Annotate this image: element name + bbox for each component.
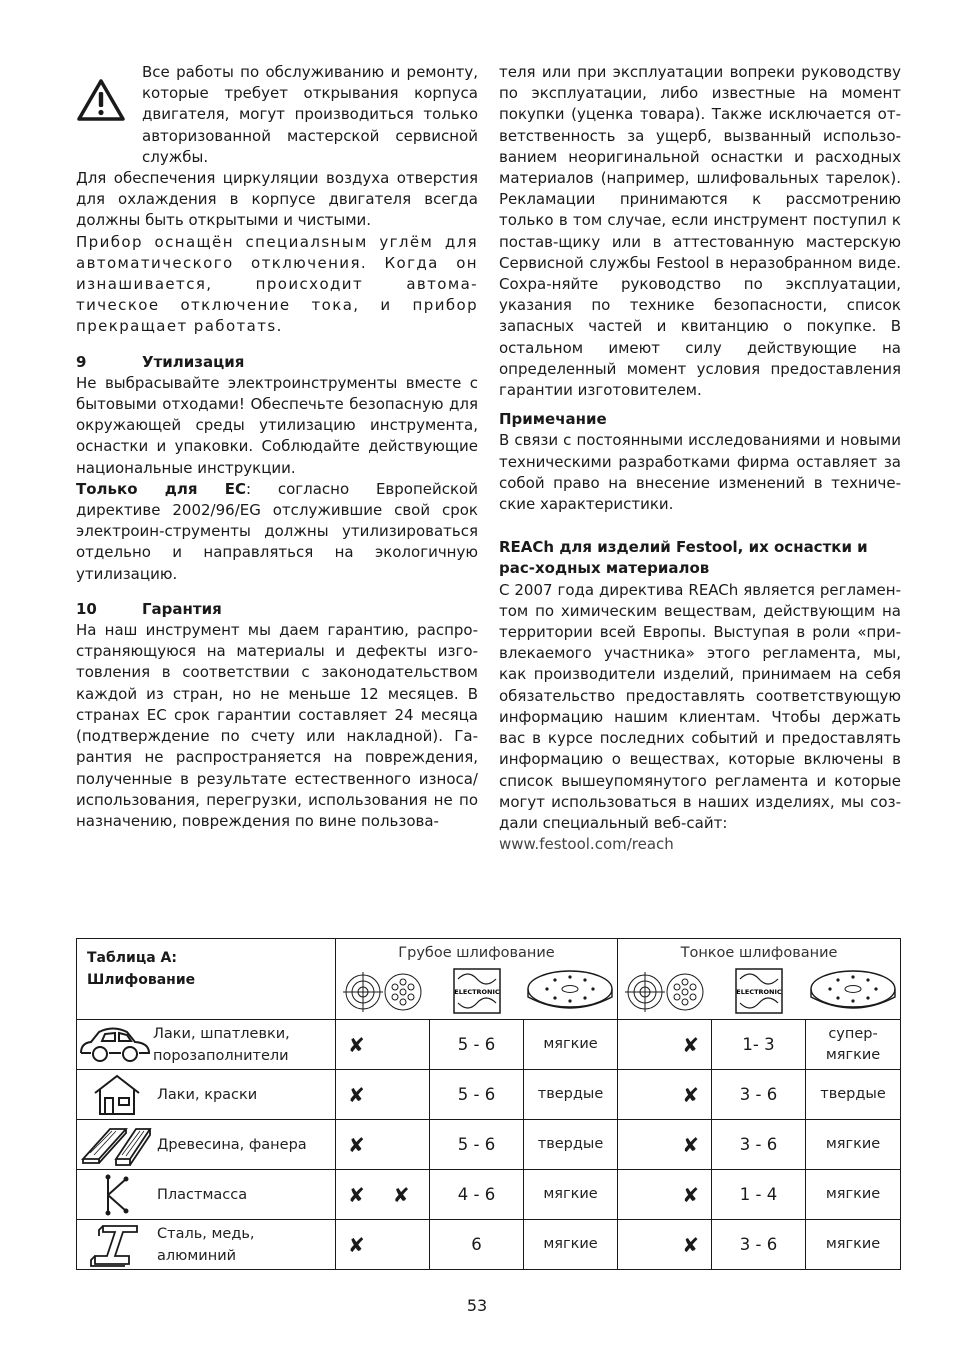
electronic-label-coarse: ELECTRONIC (453, 988, 500, 996)
material-cell (77, 1220, 336, 1270)
material-label: Лаки, краски (157, 1086, 258, 1103)
check-mark: ✘ (682, 1182, 700, 1207)
reach-text: С 2007 года директива REACh является регламен-том по химическим веществам, действующим на территории всей Европы. Выступая в роли «при-влекаемого участника» этого регламента, мы, как производители изделий, принимаем на себя обязательство предоставлять соответствующую информацию нашим клиентам. Чтобы держать вас в курсе последних событий и предоставлять информацию о веществах, которые включены в список вышеупомянутого регламента и которые могут использоваться в наших изделиях, мы соз-дали специальный веб-сайт: (499, 580, 901, 832)
air-circulation-text: Для обеспечения циркуляции воздуха отверстия для охлаждения в корпусе двигателя всегда должны быть открытыми и чистыми. (76, 169, 478, 230)
fine-sanding-label: Тонкое шлифование (680, 945, 838, 961)
coarse-pad-cell: мягкие (524, 1020, 618, 1070)
right-column (499, 62, 901, 855)
coarse-pad-cell: твердые (524, 1120, 618, 1170)
table-caption (77, 939, 336, 1020)
section-9-title: Утилизация (142, 352, 245, 371)
coarse-grade-cell: 5 - 6 (430, 1020, 524, 1070)
coarse-grade-cell: 4 - 6 (430, 1170, 524, 1220)
fine-grade-cell: 1- 3 (712, 1020, 806, 1070)
material-label: Лаки, шпатлевки, порозаполнители (153, 1025, 290, 1064)
section-10-title: Гарантия (142, 599, 222, 618)
material-label: Древесина, фанера (157, 1136, 307, 1153)
check-mark: ✘ (682, 1232, 700, 1257)
fine-marks-cell (618, 1170, 712, 1220)
fine-marks-cell (618, 1220, 712, 1270)
electronic-speed-icon-coarse (430, 967, 524, 1015)
check-mark: ✘ (348, 1182, 365, 1207)
warning-block (76, 62, 478, 168)
coarse-grade-cell: 5 - 6 (430, 1120, 524, 1170)
coarse-marks-cell (336, 1170, 430, 1220)
material-cell (77, 1170, 336, 1220)
carbon-brush-text: Прибор оснащён специалsным углём для автоматического отключения. Когда он изнашивается, происходит автома-тическое отключение тока, и прибор прекращает работатs. (76, 232, 478, 336)
steel-beam-icon (77, 1222, 157, 1268)
table-caption-line2: Шлифование (87, 972, 196, 988)
fine-pad-cell (806, 1020, 901, 1070)
coarse-marks-cell (336, 1070, 430, 1120)
fine-pad-cell: мягкие (806, 1120, 901, 1170)
page-number: 53 (466, 1296, 488, 1315)
stroke-pattern-icon-coarse (336, 969, 430, 1015)
section-10-number: 10 (76, 599, 97, 618)
electronic-speed-icon-fine (712, 967, 806, 1015)
car-icon (77, 1025, 153, 1065)
warning-text: Все работы по обслуживанию и ремонту, которые требует открывания корпуса двигателя, могут производиться только авторизованной мастерской сервисной службы. (142, 63, 478, 166)
fine-pad-cell: твердые (806, 1070, 901, 1120)
sanding-table (76, 938, 901, 1270)
coarse-marks-cell (336, 1220, 430, 1270)
sanding-pad-icon-coarse (523, 967, 617, 1015)
section-10-heading (76, 599, 478, 620)
table-row (77, 1070, 901, 1120)
coarse-pad-cell: мягкие (524, 1220, 618, 1270)
check-mark: ✘ (682, 1132, 700, 1157)
check-mark: ✘ (348, 1032, 365, 1057)
table-header-row (77, 939, 901, 1020)
fine-pad-cell: мягкие (806, 1220, 901, 1270)
wood-boards-icon (77, 1123, 157, 1167)
plastic-icon (77, 1173, 157, 1217)
material-cell (77, 1070, 336, 1120)
coarse-marks-cell (336, 1120, 430, 1170)
coarse-pad-cell: мягкие (524, 1170, 618, 1220)
warning-icon (76, 78, 126, 122)
table-row (77, 1170, 901, 1220)
sanding-pad-icon-fine (805, 967, 900, 1015)
material-label: Пластмасса (157, 1186, 248, 1203)
section-9-heading (76, 352, 478, 373)
coarse-sanding-label: Грубое шлифование (398, 945, 555, 961)
check-mark: ✘ (682, 1082, 700, 1107)
material-label: Сталь, медь, алюминий (157, 1225, 255, 1264)
coarse-marks-cell (336, 1020, 430, 1070)
table-row (77, 1220, 901, 1270)
fine-sanding-header (618, 939, 901, 1020)
check-mark: ✘ (682, 1032, 700, 1057)
reach-link[interactable]: www.festool.com/reach (499, 835, 674, 854)
fine-pad-cell: мягкие (806, 1170, 901, 1220)
fine-grade-cell: 3 - 6 (712, 1070, 806, 1120)
fine-grade-cell: 3 - 6 (712, 1120, 806, 1170)
note-heading: Примечание (499, 410, 607, 429)
fine-marks-cell (618, 1020, 712, 1070)
house-icon (77, 1073, 157, 1117)
left-column (76, 62, 478, 832)
fine-grade-cell: 3 - 6 (712, 1220, 806, 1270)
check-mark: ✘ (392, 1182, 410, 1207)
stroke-pattern-icon-fine (618, 969, 712, 1015)
table-row (77, 1120, 901, 1170)
table-caption-line1: Таблица А: (87, 950, 177, 966)
disposal-text: Не выбрасывайте электроинструменты вместе с бытовыми отходами! Обеспечьте безопасную для окружающей среды утилизацию инструмента, оснастки и упаковки. Соблюдайте действующие национальные инструкции. (76, 373, 478, 477)
electronic-label-fine: ELECTRONIC (735, 988, 782, 996)
warranty-text: На наш инструмент мы даем гарантию, распро-страняющуюся на материалы и дефекты изго-товления в соответствии с законодательством каждой из стран, но не меньше 12 месяцев. В странах ЕС срок гарантии составляет 24 месяца (подтверждение по счету или накладной). Га-рантия не распространяется на повреждения, полученные в результате естественного износа/ использования, перегрузки, использования не по назначению, повреждения по вине пользова- (76, 621, 478, 830)
fine-pad-value: супер-мягкие (825, 1025, 881, 1063)
coarse-grade-cell: 5 - 6 (430, 1070, 524, 1120)
check-mark: ✘ (348, 1232, 365, 1257)
section-9-number: 9 (76, 352, 87, 371)
coarse-grade-cell: 6 (430, 1220, 524, 1270)
fine-grade-cell: 1 - 4 (712, 1170, 806, 1220)
eu-directive-text: : согласно Европейской директиве 2002/96/EG отслужившие свой срок электроин-струменты должны утилизироваться отдельно и направляться на экологичную утилизацию. (76, 479, 478, 583)
warranty-continuation: теля или при эксплуатации вопреки руководству по эксплуатации, либо известные на момент покупки (уценка товара). Также исключается от-ветственность за ущерб, вызванный использо-ванием неоригинальной оснастки и расходных материалов (например, шлифовальных тарелок). Рекламации принимаются к рассмотрению только в том случае, если инструмент поступил к постав-щику или в аттестованную мастерскую Сервисной службы Festool в неразобранном виде. Сохра-няйте руководство по эксплуатации, указания по технике безопасности, список запасных частей и квитанцию о покупке. В остальном имеют силу действующие на определенный момент условия предоставления гарантии изготовителем. (499, 63, 901, 400)
check-mark: ✘ (348, 1132, 365, 1157)
eu-only-label: Только для ЕС (76, 479, 246, 498)
coarse-sanding-header (336, 939, 618, 1020)
check-mark: ✘ (348, 1082, 365, 1107)
material-cell (77, 1120, 336, 1170)
material-cell (77, 1020, 336, 1070)
eu-disposal-text (76, 479, 478, 585)
fine-marks-cell (618, 1120, 712, 1170)
table-row (77, 1020, 901, 1070)
coarse-pad-cell: твердые (524, 1070, 618, 1120)
reach-heading: REACh для изделий Festool, их оснастки и рас-ходных материалов (499, 538, 868, 578)
fine-marks-cell (618, 1070, 712, 1120)
note-text: В связи с постоянными исследованиями и новыми техническими разработками фирма оставляет за собой право на внесение изменений в техниче-ские характеристики. (499, 431, 901, 514)
